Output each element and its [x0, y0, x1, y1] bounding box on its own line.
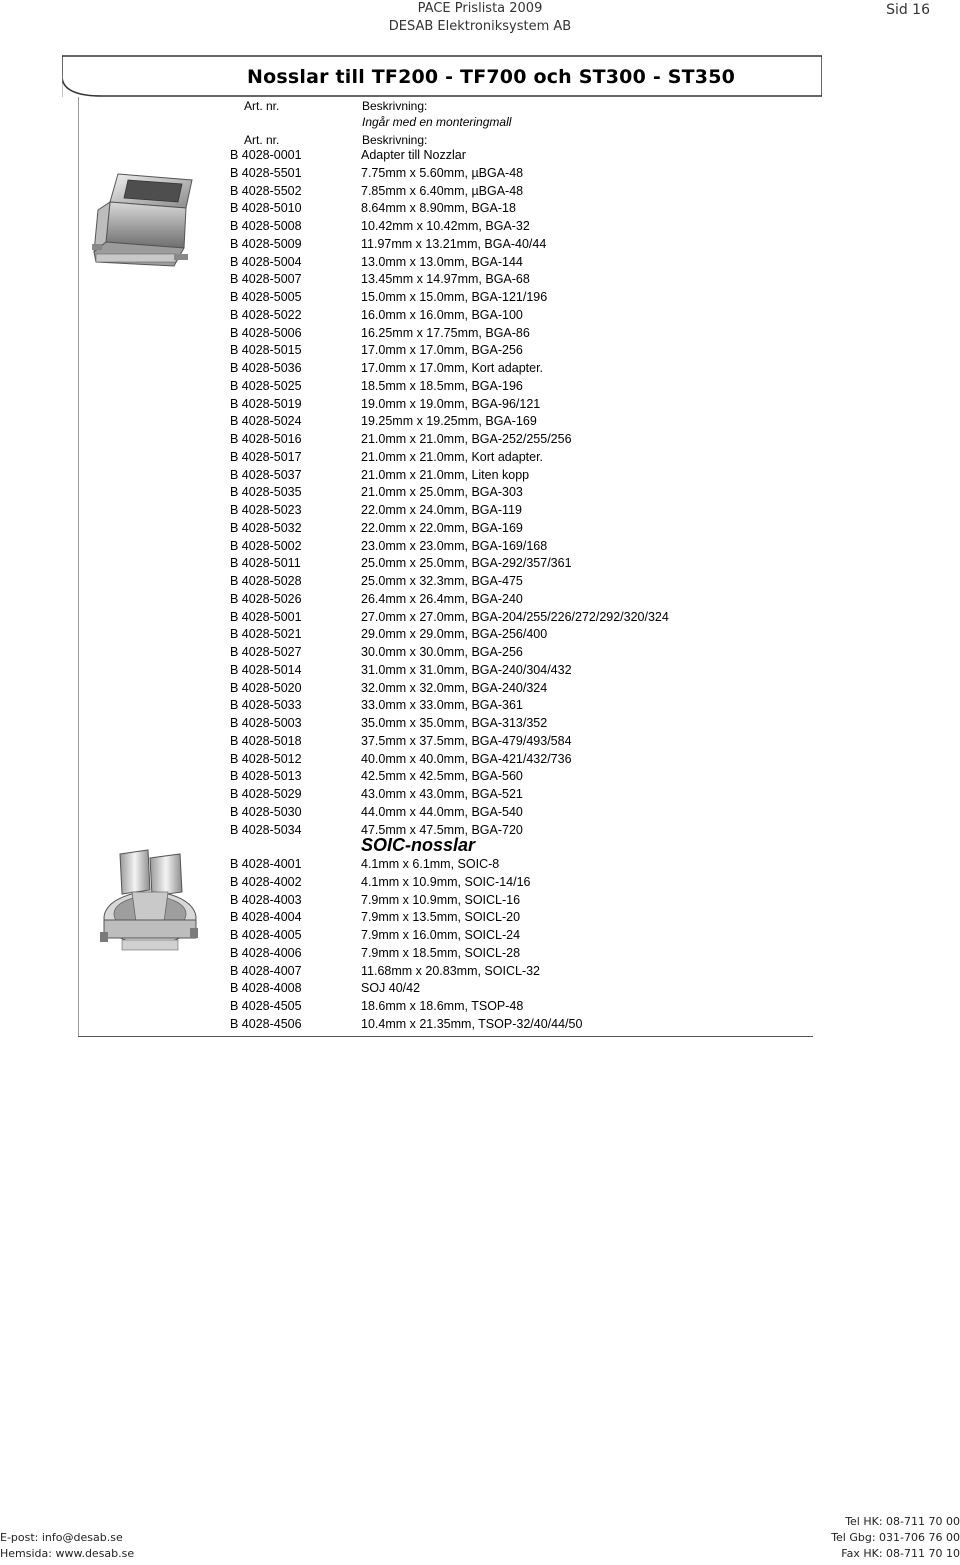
description: 17.0mm x 17.0mm, BGA-256: [361, 343, 523, 358]
article-number: B 4028-5011: [230, 556, 301, 571]
description: 22.0mm x 22.0mm, BGA-169: [361, 520, 523, 535]
article-number: B 4028-5008: [230, 219, 302, 233]
article-number: B 4028-4001: [230, 857, 302, 871]
article-number: B 4028-5012: [230, 751, 302, 766]
description: 13.0mm x 13.0mm, BGA-144: [361, 254, 523, 269]
description: 11.97mm x 13.21mm, BGA-40/44: [361, 236, 547, 251]
article-number: B 4028-5037: [230, 467, 302, 482]
article-number: B 4028-5013: [230, 769, 302, 784]
description: 8.64mm x 8.90mm, BGA-18: [361, 201, 516, 216]
article-number: B 4028-5022: [230, 307, 302, 322]
article-number: B 4028-5009: [230, 236, 302, 251]
description: 42.5mm x 42.5mm, BGA-560: [361, 769, 523, 784]
description: 7.9mm x 10.9mm, SOICL-16: [361, 892, 521, 907]
description: 13.45mm x 14.97mm, BGA-68: [361, 272, 530, 287]
description: 21.0mm x 21.0mm, Liten kopp: [361, 467, 530, 482]
description: 7.75mm x 5.60mm, µBGA-48: [361, 165, 524, 180]
description: 37.5mm x 37.5mm, BGA-479/493/584: [361, 733, 572, 748]
article-number: B 4028-5034: [230, 822, 302, 837]
article-number: B 4028-5005: [230, 290, 302, 304]
footer-tel-hk: Tel HK: 08-711 70 00: [845, 1515, 960, 1528]
description: 30.0mm x 30.0mm, BGA-256: [361, 645, 523, 659]
soic-nozzle-image: [98, 848, 200, 956]
article-number: B 4028-5027: [230, 645, 302, 659]
description: 19.0mm x 19.0mm, BGA-96/121: [361, 396, 541, 411]
description: 31.0mm x 31.0mm, BGA-240/304/432: [361, 662, 572, 677]
description: 4.1mm x 6.1mm, SOIC-8: [361, 857, 500, 871]
article-number: B 4028-5024: [230, 414, 302, 429]
soic-heading: SOIC-nosslar: [361, 835, 476, 855]
article-number: B 4028-5026: [230, 591, 302, 606]
article-number: B 4028-4003: [230, 892, 302, 907]
description: Adapter till Nozzlar: [361, 148, 466, 162]
article-number: B 4028-5004: [230, 254, 302, 269]
left-rule: [78, 97, 79, 1037]
article-number: B 4028-4002: [230, 874, 302, 889]
article-number: B 4028-5029: [230, 787, 302, 801]
description: 10.42mm x 10.42mm, BGA-32: [361, 219, 530, 233]
description: 25.0mm x 32.3mm, BGA-475: [361, 574, 523, 588]
column-header-desc-2: Beskrivning:: [362, 133, 428, 147]
description: 43.0mm x 43.0mm, BGA-521: [361, 787, 523, 801]
description: 7.85mm x 6.40mm, µBGA-48: [361, 183, 524, 198]
article-number: B 4028-4008: [230, 981, 302, 996]
page-number: Sid 16: [886, 2, 930, 18]
description: 47.5mm x 47.5mm, BGA-720: [361, 822, 523, 837]
footer-right: [831, 1514, 960, 1562]
description: 21.0mm x 25.0mm, BGA-303: [361, 485, 523, 500]
article-number: B 4028-4506: [230, 1016, 302, 1031]
article-number: B 4028-0001: [230, 148, 302, 162]
article-number: B 4028-5018: [230, 733, 302, 748]
footer-tel-gbg: Tel Gbg: 031-706 76 00: [831, 1531, 960, 1544]
description: 44.0mm x 44.0mm, BGA-540: [361, 804, 523, 819]
description: 21.0mm x 21.0mm, Kort adapter.: [361, 449, 544, 464]
header-line-1: PACE Prislista 2009: [417, 1, 543, 16]
article-number: B 4028-4004: [230, 910, 302, 925]
footer-left: [0, 1530, 134, 1562]
description: 11.68mm x 20.83mm, SOICL-32: [361, 963, 541, 978]
header-line-2: DESAB Elektroniksystem AB: [388, 19, 572, 34]
article-number: B 4028-5007: [230, 272, 302, 287]
article-number: B 4028-4505: [230, 999, 302, 1013]
article-number: B 4028-5033: [230, 698, 302, 713]
description: 26.4mm x 26.4mm, BGA-240: [361, 591, 523, 606]
article-number: B 4028-4006: [230, 945, 302, 960]
description: SOJ 40/42: [361, 981, 421, 996]
description: 27.0mm x 27.0mm, BGA-204/255/226/272/292/320/324: [361, 609, 669, 624]
article-number: B 4028-5017: [230, 449, 302, 464]
article-number: B 4028-5028: [230, 574, 302, 588]
article-number: B 4028-5035: [230, 485, 302, 500]
description: 33.0mm x 33.0mm, BGA-361: [361, 698, 523, 713]
article-number: B 4028-4005: [230, 928, 302, 942]
footer-fax-hk: Fax HK: 08-711 70 10: [841, 1547, 960, 1560]
mounting-note: Ingår med en monteringmall: [362, 115, 512, 129]
description: 18.5mm x 18.5mm, BGA-196: [361, 378, 523, 393]
description: 7.9mm x 16.0mm, SOICL-24: [361, 928, 521, 942]
description: 32.0mm x 32.0mm, BGA-240/324: [361, 680, 548, 695]
description: 29.0mm x 29.0mm, BGA-256/400: [361, 627, 548, 642]
description: 7.9mm x 13.5mm, SOICL-20: [361, 910, 521, 925]
article-number: B 4028-5023: [230, 503, 302, 517]
article-number: B 4028-5015: [230, 343, 302, 358]
article-number: B 4028-5016: [230, 432, 302, 446]
footer-web: Hemsida: www.desab.se: [0, 1547, 135, 1560]
article-number: B 4028-5003: [230, 716, 302, 730]
description: 19.25mm x 19.25mm, BGA-169: [361, 414, 537, 429]
article-number: B 4028-5030: [230, 804, 302, 819]
article-number: B 4028-5025: [230, 378, 302, 393]
bga-nozzle-image: [88, 170, 200, 275]
column-header-art-2: Art. nr.: [244, 133, 280, 147]
description: 21.0mm x 21.0mm, BGA-252/255/256: [361, 432, 572, 446]
description: 22.0mm x 24.0mm, BGA-119: [361, 503, 522, 517]
document-header: [0, 0, 960, 36]
description: 40.0mm x 40.0mm, BGA-421/432/736: [361, 751, 572, 766]
description: 23.0mm x 23.0mm, BGA-169/168: [361, 538, 548, 553]
description: 18.6mm x 18.6mm, TSOP-48: [361, 999, 524, 1013]
description: 4.1mm x 10.9mm, SOIC-14/16: [361, 874, 531, 889]
bottom-rule: [78, 1036, 813, 1037]
description: 17.0mm x 17.0mm, Kort adapter.: [361, 361, 544, 375]
description: 10.4mm x 21.35mm, TSOP-32/40/44/50: [361, 1016, 583, 1031]
footer-email: E-post: info@desab.se: [0, 1531, 123, 1544]
article-number: B 4028-5502: [230, 183, 302, 198]
column-header-desc: Beskrivning:: [362, 99, 428, 113]
description: 35.0mm x 35.0mm, BGA-313/352: [361, 716, 548, 730]
description: 16.0mm x 16.0mm, BGA-100: [361, 307, 523, 322]
article-number: B 4028-5020: [230, 680, 302, 695]
article-number: B 4028-5021: [230, 627, 302, 642]
description: 25.0mm x 25.0mm, BGA-292/357/361: [361, 556, 572, 571]
article-number: B 4028-4007: [230, 963, 302, 978]
article-number: B 4028-5006: [230, 325, 302, 340]
article-number: B 4028-5001: [230, 609, 302, 624]
description: 16.25mm x 17.75mm, BGA-86: [361, 325, 530, 340]
column-header-art: Art. nr.: [244, 99, 280, 113]
description: 7.9mm x 18.5mm, SOICL-28: [361, 945, 521, 960]
article-number: B 4028-5501: [230, 165, 302, 180]
article-number: B 4028-5036: [230, 361, 302, 375]
article-number: B 4028-5002: [230, 538, 302, 553]
article-number: B 4028-5032: [230, 520, 302, 535]
article-number: B 4028-5010: [230, 201, 302, 216]
section-title: Nosslar till TF200 - TF700 och ST300 - ST350: [247, 66, 736, 88]
description: 15.0mm x 15.0mm, BGA-121/196: [361, 290, 548, 304]
article-number: B 4028-5014: [230, 662, 302, 677]
article-number: B 4028-5019: [230, 396, 302, 411]
